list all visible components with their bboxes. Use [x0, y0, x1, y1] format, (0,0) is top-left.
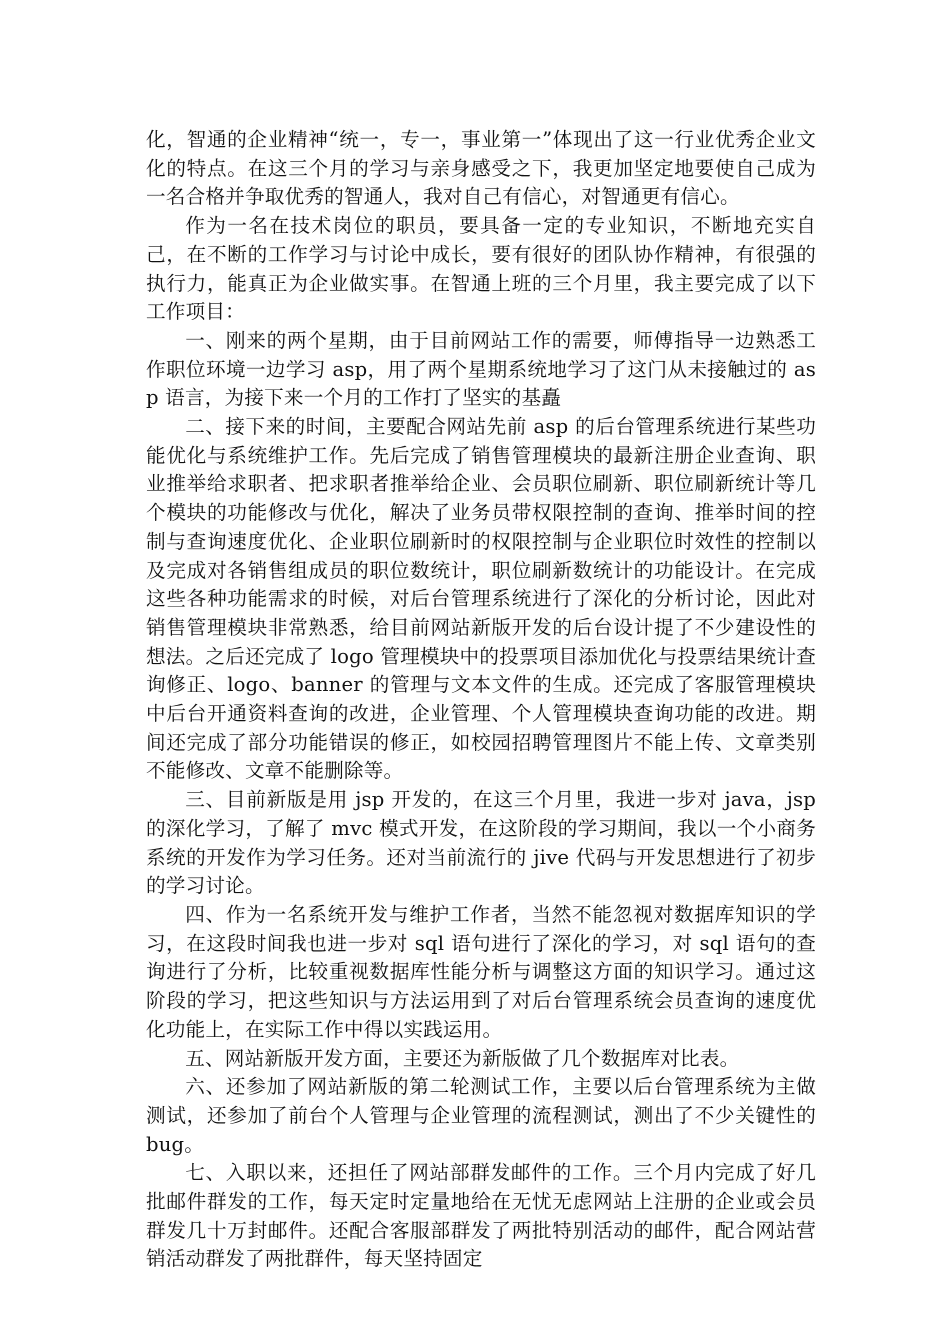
- paragraph-item-5: 五、网站新版开发方面，主要还为新版做了几个数据库对比表。: [185, 1046, 740, 1070]
- paragraph-item-4: 四、作为一名系统开发与维护工作者，当然不能忽视对数据库知识的学习，在这段时间我也进一步对 sql 语句进行了深化的学习，对 sql 语句的查询进行了分析，比较重视数据库性能分析与调整这方面的知识学习。通过这阶段的学习，把这些知识与方法运用到了对后台管理系统会员查询的速度优化功能上，在实际工作中得以实践运用。: [146, 902, 816, 1041]
- paragraph-item-2: 二、接下来的时间，主要配合网站先前 asp 的后台管理系统进行某些功能优化与系统维护工作。先后完成了销售管理模块的最新注册企业查询、职业推举给求职者、把求职者推举给企业、会员职位刷新、职位刷新统计等几个模块的功能修改与优化，解决了业务员带权限控制的查询、推举时间的控制与查询速度优化、企业职位刷新时的权限控制与企业职位时效性的控制以及完成对各销售组成员的职位数统计，职位刷新数统计的功能设计。在完成这些各种功能需求的时候，对后台管理系统进行了深化的分析讨论，因此对销售管理模块非常熟悉，给目前网站新版开发的后台设计提了不少建设性的想法。之后还完成了 logo 管理模块中的投票项目添加优化与投票结果统计查询修正、logo、banner 的管理与文本文件的生成。还完成了客服管理模块中后台开通资料查询的改进，企业管理、个人管理模块查询功能的改进。期间还完成了部分功能错误的修正，如校园招聘管理图片不能上传、文章类别不能修改、文章不能删除等。: [146, 415, 816, 783]
- paragraph-intro-continuation: 化，智通的企业精神“统一，专一，事业第一”体现出了这一行业优秀企业文化的特点。在这三个月的学习与亲身感受之下，我更加坚定地要使自己成为一名合格并争取优秀的智通人，我对自己有信心，对智通更有信心。: [146, 128, 816, 209]
- paragraph-role-overview: 作为一名在技术岗位的职员，要具备一定的专业知识，不断地充实自己，在不断的工作学习与讨论中成长，要有很好的团队协作精神，有很强的执行力，能真正为企业做实事。在智通上班的三个月里，我主要完成了以下工作项目：: [146, 214, 816, 324]
- paragraph-item-6: 六、还参加了网站新版的第二轮测试工作，主要以后台管理系统为主做测试，还参加了前台个人管理与企业管理的流程测试，测出了不少关键性的 bug。: [146, 1075, 816, 1156]
- paragraph-item-1: 一、刚来的两个星期，由于目前网站工作的需要，师傅指导一边熟悉工作职位环境一边学习 asp，用了两个星期系统地学习了这门从未接触过的 asp 语言，为接下来一个月的工作打了坚实的基矗: [146, 328, 816, 410]
- document-body: [146, 126, 816, 1274]
- paragraph-item-3: 三、目前新版是用 jsp 开发的，在这三个月里，我进一步对 java，jsp 的深化学习，了解了 mvc 模式开发，在这阶段的学习期间，我以一个小商务系统的开发作为学习任务。还对当前流行的 jive 代码与开发思想进行了初步的学习讨论。: [146, 788, 816, 898]
- paragraph-item-7: 七、入职以来，还担任了网站部群发邮件的工作。三个月内完成了好几批邮件群发的工作，每天定时定量地给在无忧无虑网站上注册的企业或会员群发几十万封邮件。还配合客服部群发了两批特别活动的邮件，配合网站营销活动群发了两批群件，每天坚持固定: [146, 1161, 816, 1271]
